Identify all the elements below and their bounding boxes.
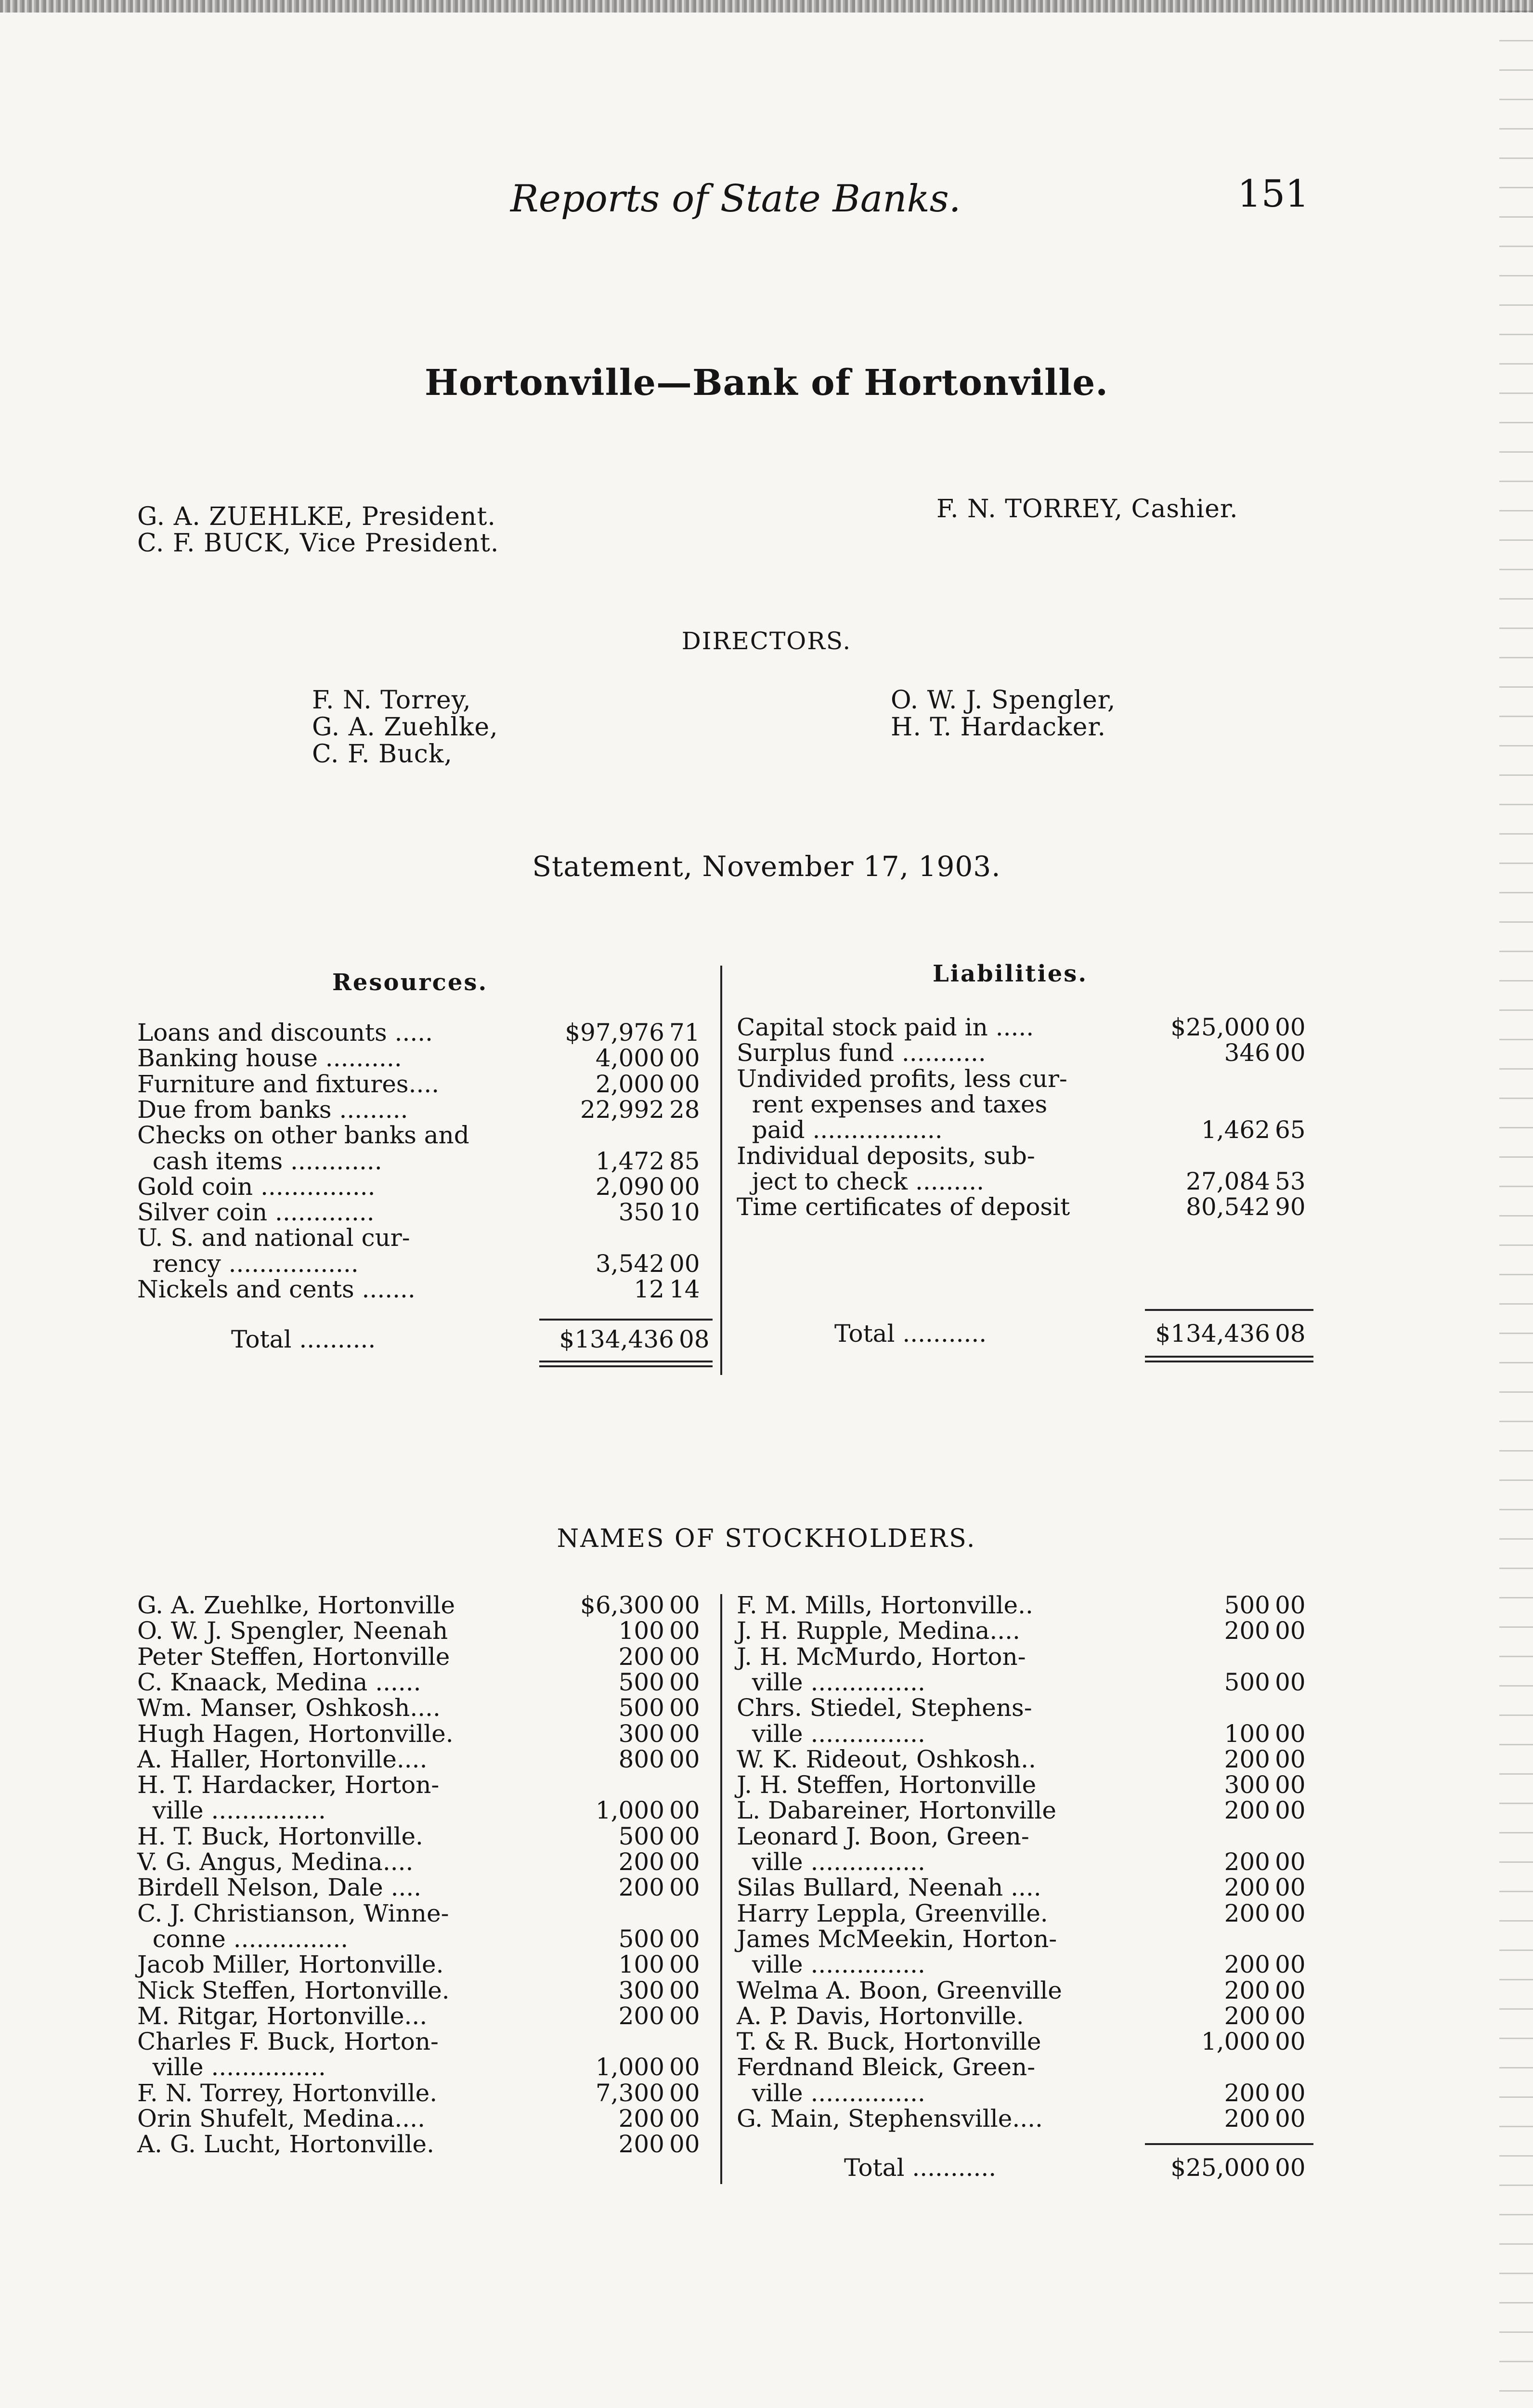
liability-row [737, 1092, 1218, 1117]
stockholder-left-label: Birdell Nelson, Dale .... [137, 1873, 422, 1902]
stockholder-right-cents: 00 [1275, 1950, 1306, 1979]
stockholder-left-cents: 00 [669, 1976, 700, 2004]
stockholder-right-cents: 00 [1275, 1719, 1306, 1748]
stockholder-right-label: ville ............... [737, 1950, 925, 1979]
resource-amount: 22,992 [580, 1095, 664, 1124]
liability-label: Individual deposits, sub- [737, 1141, 1035, 1170]
stockholder-right-row [737, 1796, 1306, 1825]
stockholder-left-label: M. Ritgar, Hortonville... [137, 2002, 428, 2030]
resource-row [137, 1225, 619, 1250]
stockholder-right-row [737, 2028, 1306, 2056]
stockholder-right-amount: 1,000 [1201, 2028, 1270, 2056]
resource-amount: 2,090 [595, 1172, 664, 1201]
stockholder-right-cents: 00 [1275, 1796, 1306, 1825]
stockholder-left-label: F. N. Torrey, Hortonville. [137, 2079, 438, 2107]
stockholder-left-cents: 00 [669, 1617, 700, 1645]
stockholder-right-amount: 500 [1224, 1668, 1270, 1696]
stockholder-right-label: ville ............... [737, 1848, 925, 1876]
stockholder-left-amount: 200 [618, 2002, 664, 2030]
stockholder-left-row [137, 1694, 700, 1722]
stockholder-left-label: conne ............... [137, 1924, 349, 1953]
stockholder-right-cents: 00 [1275, 1976, 1306, 2004]
resource-label: cash items ............ [137, 1147, 382, 1175]
stockholder-left-row [137, 2130, 700, 2159]
stockholder-left-label: Peter Steffen, Hortonville [137, 1642, 450, 1671]
liability-label: paid ................. [737, 1116, 943, 1144]
resource-label: rency ................. [137, 1249, 359, 1278]
resource-amount: 350 [618, 1198, 664, 1227]
stockholder-right-row [737, 1719, 1306, 1748]
stockholder-left-amount: 500 [618, 1694, 664, 1722]
stockholder-left-cents: 00 [669, 1668, 700, 1696]
stockholder-left-amount: $6,300 [580, 1591, 664, 1619]
stockholder-right-cents: 00 [1275, 1873, 1306, 1902]
liability-label: Time certificates of deposit [737, 1193, 1070, 1221]
resources-total-amount: $134,436 [559, 1325, 674, 1353]
resource-row [137, 1095, 700, 1124]
stockholder-right-cents: 00 [1275, 1591, 1306, 1619]
officer-vice-president: C. F. BUCK, Vice President. [137, 529, 499, 558]
stockholder-right-label: ville ............... [737, 1719, 925, 1748]
stockholders-column-divider [720, 1594, 722, 2184]
stockholder-right-label: J. H. McMurdo, Horton- [737, 1642, 1026, 1671]
resources-total-row [231, 1327, 713, 1352]
stockholder-left-label: G. A. Zuehlke, Hortonville [137, 1591, 455, 1619]
resource-cents: 28 [669, 1095, 700, 1124]
stockholder-right-cents: 00 [1275, 1745, 1306, 1773]
stockholders-heading: NAMES OF STOCKHOLDERS. [557, 1524, 976, 1553]
stockholder-left-label: ville ............... [137, 2053, 326, 2081]
liability-amount: 80,542 [1186, 1193, 1270, 1221]
stockholder-left-row [137, 1642, 700, 1671]
stockholder-right-amount: 500 [1224, 1591, 1270, 1619]
resource-row [137, 1147, 700, 1175]
stockholder-left-amount: 500 [618, 1924, 664, 1953]
resource-row [137, 1198, 700, 1227]
resource-amount: 1,472 [595, 1147, 664, 1175]
stockholder-left-amount: 500 [618, 1822, 664, 1850]
stockholder-left-row [137, 2079, 700, 2107]
director-right-2: H. T. Hardacker. [891, 713, 1106, 742]
resources-total-cents: 08 [679, 1325, 710, 1353]
stockholder-left-amount: 500 [618, 1668, 664, 1696]
stockholders-total-cents: 00 [1275, 2154, 1306, 2182]
stockholder-left-amount: 200 [618, 2105, 664, 2133]
resource-amount: 3,542 [595, 1249, 664, 1278]
stockholder-left-label: Charles F. Buck, Horton- [137, 2028, 439, 2056]
stockholder-left-amount: 7,300 [595, 2079, 664, 2107]
stockholder-right-amount: 300 [1224, 1771, 1270, 1799]
stockholder-left-cents: 00 [669, 1848, 700, 1876]
liability-label: Surplus fund ........... [737, 1039, 986, 1067]
stockholder-right-label: T. & R. Buck, Hortonville [737, 2028, 1041, 2056]
liability-cents: 00 [1275, 1039, 1306, 1067]
stockholder-left-row [137, 1591, 700, 1619]
stockholder-left-row [137, 2002, 700, 2030]
stockholder-right-row [737, 1668, 1306, 1696]
stockholder-right-amount: 200 [1224, 1745, 1270, 1773]
stockholder-left-row [137, 1772, 619, 1797]
director-right-1: O. W. J. Spengler, [891, 686, 1116, 715]
stockholder-right-row [737, 1976, 1306, 2004]
resource-cents: 00 [669, 1249, 700, 1278]
stockholder-right-cents: 00 [1275, 1617, 1306, 1645]
liabilities-total-label: Total ........... [834, 1320, 987, 1348]
stockholder-right-cents: 00 [1275, 2002, 1306, 2030]
stockholder-right-cents: 00 [1275, 1771, 1306, 1799]
stockholder-right-label: J. H. Rupple, Medina.... [737, 1617, 1020, 1645]
stockholder-right-label: Welma A. Boon, Greenville [737, 1976, 1062, 2004]
resource-amount: 12 [634, 1275, 664, 1303]
liability-row [737, 1039, 1306, 1067]
scan-noise-right-edge [1499, 0, 1533, 2408]
stockholders-total-amount: $25,000 [1170, 2154, 1270, 2182]
stockholder-left-cents: 00 [669, 1873, 700, 1902]
liability-label: Undivided profits, less cur- [737, 1064, 1067, 1093]
stockholder-left-label: Orin Shufelt, Medina.... [137, 2105, 425, 2133]
stockholder-right-row [737, 1745, 1306, 1773]
stockholder-right-label: ville ............... [737, 2079, 925, 2107]
stockholder-left-label: H. T. Buck, Hortonville. [137, 1822, 423, 1850]
stockholder-left-amount: 1,000 [595, 1796, 664, 1825]
stockholder-left-row [137, 2053, 700, 2081]
stockholder-right-row [737, 1824, 1218, 1849]
stockholder-right-row [737, 1617, 1306, 1645]
stockholder-left-cents: 00 [669, 2053, 700, 2081]
stockholder-right-amount: 200 [1224, 1873, 1270, 1902]
stockholder-left-row [137, 2105, 700, 2133]
stockholders-total-label: Total ........... [844, 2154, 997, 2182]
stockholder-left-row [137, 1668, 700, 1696]
resource-row [137, 1123, 619, 1148]
directors-heading: DIRECTORS. [681, 627, 852, 655]
stockholder-left-label: Hugh Hagen, Hortonville. [137, 1719, 454, 1748]
stockholder-left-row [137, 1848, 700, 1876]
resource-cents: 71 [669, 1019, 700, 1047]
liabilities-heading: Liabilities. [933, 960, 1088, 987]
stockholder-left-row [137, 2029, 619, 2054]
resource-label: Gold coin ............... [137, 1172, 376, 1201]
stockholder-left-row [137, 1617, 700, 1645]
officer-cashier: F. N. TORREY, Cashier. [936, 495, 1238, 523]
stockholder-left-label: Wm. Manser, Oshkosh.... [137, 1694, 441, 1722]
stockholders-total-rule [1145, 2143, 1313, 2145]
stockholder-left-amount: 800 [618, 1745, 664, 1773]
stockholder-right-label: F. M. Mills, Hortonville.. [737, 1591, 1033, 1619]
scan-noise-top [0, 0, 1533, 13]
stockholder-right-label: L. Dabareiner, Hortonville [737, 1796, 1056, 1825]
stockholder-left-row [137, 1924, 700, 1953]
liabilities-double-rule-2 [1145, 1361, 1313, 1362]
stockholder-left-amount: 100 [618, 1950, 664, 1979]
stockholder-left-row [137, 1976, 700, 2004]
stockholder-left-cents: 00 [669, 1694, 700, 1722]
resource-row [137, 1070, 700, 1098]
liability-row [737, 1066, 1218, 1091]
resources-heading: Resources. [332, 969, 488, 996]
resource-amount: $97,976 [565, 1019, 664, 1047]
stockholder-left-cents: 00 [669, 1591, 700, 1619]
liability-amount: 346 [1224, 1039, 1270, 1067]
stockholder-left-cents: 00 [669, 1950, 700, 1979]
liabilities-total-cents: 08 [1275, 1320, 1306, 1348]
stockholder-right-row [737, 2055, 1218, 2080]
stockholder-left-amount: 200 [618, 1873, 664, 1902]
stockholder-left-row [137, 1822, 700, 1850]
stockholder-left-label: C. Knaack, Medina ...... [137, 1668, 421, 1696]
stockholder-right-row [737, 1591, 1306, 1619]
director-left-3: C. F. Buck, [312, 740, 453, 769]
stockholder-right-row [737, 2105, 1306, 2133]
stockholder-left-row [137, 1901, 619, 1926]
statement-date: Statement, November 17, 1903. [532, 850, 1001, 883]
liability-cents: 00 [1275, 1013, 1306, 1041]
stockholder-right-amount: 200 [1224, 2105, 1270, 2133]
stockholder-right-amount: 200 [1224, 1796, 1270, 1825]
liability-amount: $25,000 [1170, 1013, 1270, 1041]
stockholder-right-amount: 200 [1224, 1950, 1270, 1979]
stockholder-right-row [737, 1950, 1306, 1979]
stockholder-right-row [737, 1899, 1306, 1927]
stockholder-right-cents: 00 [1275, 1899, 1306, 1927]
resource-label: Loans and discounts ..... [137, 1019, 433, 1047]
stockholder-left-label: Jacob Miller, Hortonville. [137, 1950, 444, 1979]
resources-total-rule [539, 1319, 713, 1321]
stockholder-left-label: O. W. J. Spengler, Neenah [137, 1617, 448, 1645]
resource-label: Silver coin ............. [137, 1198, 375, 1227]
stockholder-right-row [737, 1695, 1218, 1720]
resource-label: Banking house .......... [137, 1044, 402, 1073]
resource-cents: 85 [669, 1147, 700, 1175]
stockholder-right-amount: 200 [1224, 2002, 1270, 2030]
stockholder-left-label: ville ............... [137, 1796, 326, 1825]
stockholder-right-amount: 100 [1224, 1719, 1270, 1748]
resource-label: Furniture and fixtures.... [137, 1070, 440, 1098]
resource-cents: 14 [669, 1275, 700, 1303]
bank-title: Hortonville—Bank of Hortonville. [424, 362, 1109, 404]
stockholder-right-label: Leonard J. Boon, Green- [737, 1822, 1029, 1850]
stockholder-right-label: G. Main, Stephensville.... [737, 2105, 1043, 2133]
liability-label: ject to check ......... [737, 1167, 984, 1195]
resource-label: Due from banks ......... [137, 1095, 408, 1124]
resources-double-rule-2 [539, 1365, 713, 1367]
resource-row [137, 1172, 700, 1201]
resource-amount: 4,000 [595, 1044, 664, 1073]
stockholder-right-amount: 200 [1224, 1848, 1270, 1876]
stockholder-right-row [737, 1926, 1218, 1951]
resource-cents: 00 [669, 1044, 700, 1073]
liability-cents: 65 [1275, 1116, 1306, 1144]
stockholder-right-label: A. P. Davis, Hortonville. [737, 2002, 1024, 2030]
liability-amount: 1,462 [1201, 1116, 1270, 1144]
liability-row [737, 1167, 1306, 1195]
stockholder-left-cents: 00 [669, 2079, 700, 2107]
stockholder-right-row [737, 1644, 1218, 1669]
resource-row [137, 1019, 700, 1047]
liabilities-total-amount: $134,436 [1155, 1320, 1270, 1348]
resources-double-rule-1 [539, 1361, 713, 1362]
stockholder-left-label: H. T. Hardacker, Horton- [137, 1771, 440, 1799]
liability-row [737, 1143, 1218, 1168]
stockholder-left-cents: 00 [669, 1745, 700, 1773]
liability-amount: 27,084 [1186, 1167, 1270, 1195]
resource-label: Nickels and cents ....... [137, 1275, 416, 1303]
liability-row [737, 1116, 1306, 1144]
stockholder-right-amount: 200 [1224, 1617, 1270, 1645]
director-left-1: F. N. Torrey, [312, 686, 471, 715]
stockholder-left-row [137, 1796, 700, 1825]
stockholder-right-cents: 00 [1275, 1848, 1306, 1876]
resource-label: U. S. and national cur- [137, 1224, 410, 1252]
stockholder-right-amount: 200 [1224, 1899, 1270, 1927]
stockholder-left-row [137, 1873, 700, 1902]
running-title: Reports of State Banks. [510, 177, 961, 221]
stockholder-left-label: C. J. Christianson, Winne- [137, 1899, 449, 1927]
stockholder-left-cents: 00 [669, 1924, 700, 1953]
liability-cents: 90 [1275, 1193, 1306, 1221]
stockholder-left-cents: 00 [669, 1822, 700, 1850]
stockholder-right-cents: 00 [1275, 1668, 1306, 1696]
stockholder-left-cents: 00 [669, 1796, 700, 1825]
director-left-2: G. A. Zuehlke, [312, 713, 498, 742]
liabilities-double-rule-1 [1145, 1356, 1313, 1358]
stockholder-right-cents: 00 [1275, 2105, 1306, 2133]
stockholder-left-row [137, 1745, 700, 1773]
stockholder-right-cents: 00 [1275, 2079, 1306, 2107]
stockholder-left-amount: 200 [618, 2130, 664, 2159]
stockholder-left-row [137, 1950, 700, 1979]
stockholder-left-label: A. Haller, Hortonville.... [137, 1745, 428, 1773]
page-number: 151 [1237, 172, 1309, 216]
resource-row [137, 1275, 700, 1303]
stockholder-left-cents: 00 [669, 2130, 700, 2159]
liability-label: rent expenses and taxes [737, 1090, 1048, 1118]
resource-row [137, 1249, 700, 1278]
stockholder-left-label: A. G. Lucht, Hortonville. [137, 2130, 435, 2159]
stockholder-right-row [737, 1873, 1306, 1902]
liabilities-total-row [834, 1321, 1316, 1346]
stockholder-right-label: W. K. Rideout, Oshkosh.. [737, 1745, 1036, 1773]
stockholder-right-amount: 200 [1224, 1976, 1270, 2004]
stockholder-right-label: James McMeekin, Horton- [737, 1924, 1057, 1953]
stockholder-right-label: ville ............... [737, 1668, 925, 1696]
liability-label: Capital stock paid in ..... [737, 1013, 1034, 1041]
resource-cents: 00 [669, 1172, 700, 1201]
resource-amount: 2,000 [595, 1070, 664, 1098]
stockholder-left-cents: 00 [669, 2002, 700, 2030]
liability-row [737, 1193, 1306, 1221]
stockholder-left-amount: 300 [618, 1976, 664, 2004]
resource-cents: 00 [669, 1070, 700, 1098]
resource-cents: 10 [669, 1198, 700, 1227]
resource-label: Checks on other banks and [137, 1121, 469, 1150]
officer-president: G. A. ZUEHLKE, President. [137, 502, 496, 531]
stockholder-right-row [737, 1848, 1306, 1876]
liability-cents: 53 [1275, 1167, 1306, 1195]
stockholder-left-cents: 00 [669, 1642, 700, 1671]
stockholder-left-amount: 200 [618, 1642, 664, 1671]
stockholders-total-row [834, 2155, 1316, 2180]
stockholder-right-label: J. H. Steffen, Hortonville [737, 1771, 1037, 1799]
resource-row [137, 1044, 700, 1073]
stockholder-right-row [737, 2079, 1306, 2107]
stockholder-right-amount: 200 [1224, 2079, 1270, 2107]
stockholder-left-amount: 1,000 [595, 2053, 664, 2081]
statement-column-divider [720, 966, 722, 1375]
stockholder-left-amount: 300 [618, 1719, 664, 1748]
stockholder-left-cents: 00 [669, 1719, 700, 1748]
stockholder-right-label: Harry Leppla, Greenville. [737, 1899, 1048, 1927]
stockholder-right-label: Chrs. Stiedel, Stephens- [737, 1694, 1032, 1722]
stockholder-left-amount: 100 [618, 1617, 664, 1645]
stockholder-right-cents: 00 [1275, 2028, 1306, 2056]
stockholder-right-row [737, 2002, 1306, 2030]
stockholder-left-row [137, 1719, 700, 1748]
stockholder-right-row [737, 1771, 1306, 1799]
stockholder-right-label: Ferdnand Bleick, Green- [737, 2053, 1036, 2081]
liability-row [737, 1013, 1306, 1041]
stockholder-left-label: V. G. Angus, Medina.... [137, 1848, 414, 1876]
stockholder-left-cents: 00 [669, 2105, 700, 2133]
stockholder-left-amount: 200 [618, 1848, 664, 1876]
liabilities-total-rule [1145, 1309, 1313, 1311]
stockholder-right-label: Silas Bullard, Neenah .... [737, 1873, 1041, 1902]
stockholder-left-label: Nick Steffen, Hortonville. [137, 1976, 450, 2004]
resources-total-label: Total .......... [231, 1325, 376, 1353]
